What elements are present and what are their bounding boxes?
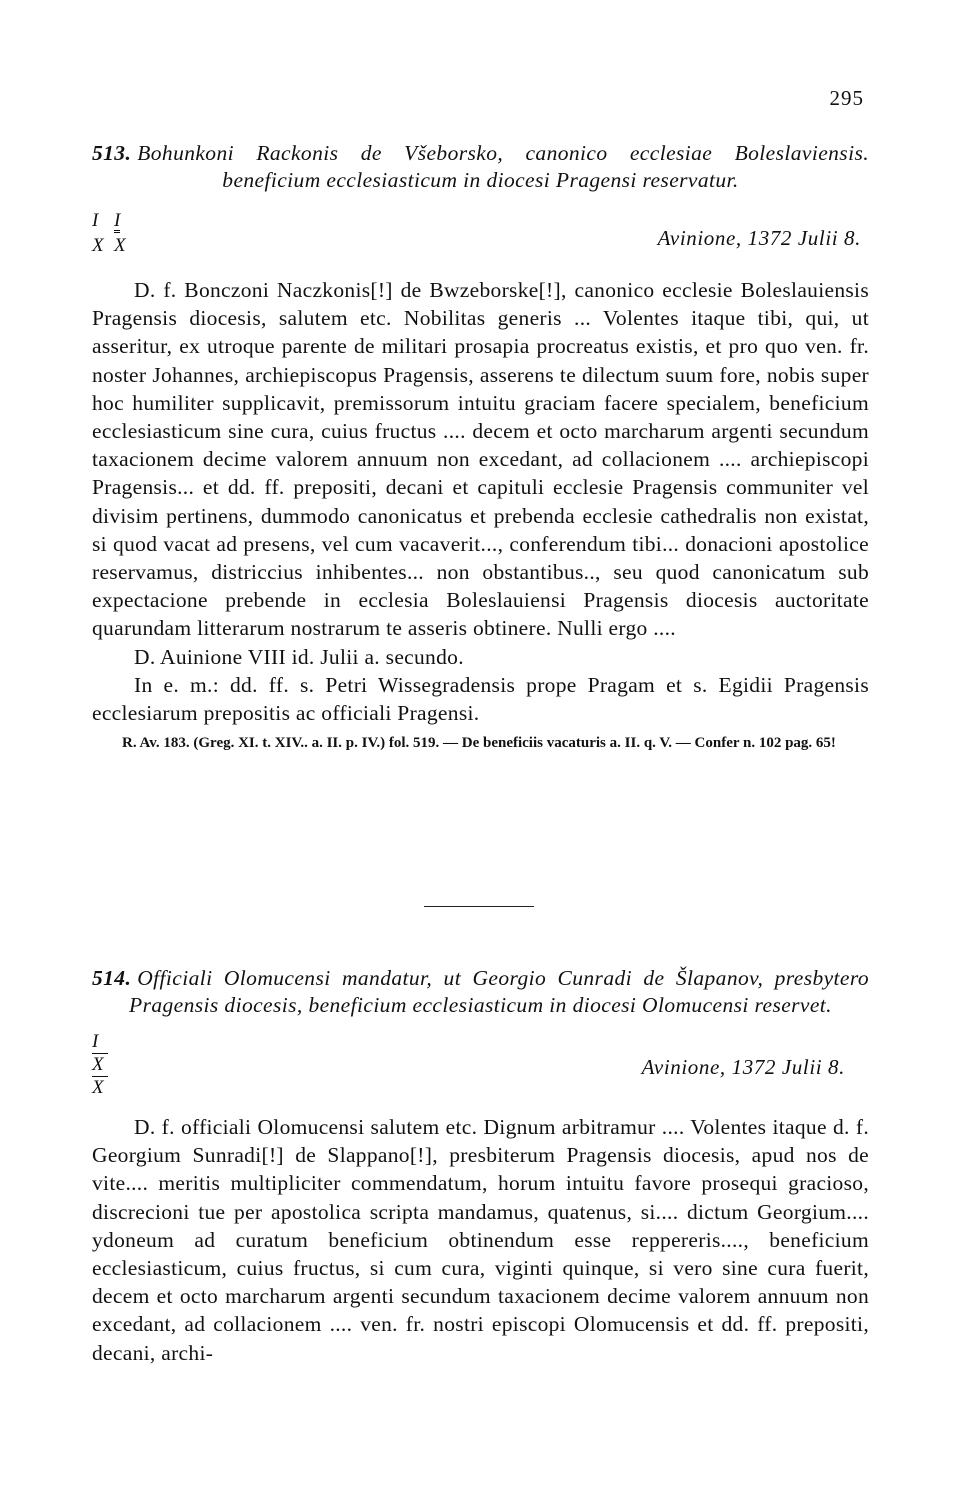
body-paragraph: D. Auinione VIII id. Julii a. secundo. xyxy=(134,644,464,669)
dateline: Avinione, 1372 Julii 8. xyxy=(641,1055,845,1079)
entry-513 xyxy=(92,140,869,753)
sigla-mark: I xyxy=(92,1031,108,1054)
sigla-mark: X xyxy=(114,235,126,256)
sigla-mark: X xyxy=(92,1077,104,1098)
sigla-mark: X xyxy=(92,235,104,256)
sigla-mark: I xyxy=(114,210,121,231)
sigla-row xyxy=(92,208,869,276)
entry-number: 513. xyxy=(92,141,132,165)
body-paragraph: In e. m.: dd. ff. s. Petri Wissegradensis prope Pragam et s. Egidii Pragensis ecclesiarum prepositis ac officiali Pragensi. xyxy=(92,672,869,726)
sigla xyxy=(92,212,126,255)
entry-body xyxy=(92,276,869,727)
entry-heading-text: Bohunkoni Rackonis de Všeborsko, canonico ecclesiae Boleslaviensis. beneficium ecclesiasticum in diocesi Pragensi reservatur. xyxy=(137,141,869,192)
entry-body xyxy=(92,1113,869,1367)
entry-heading xyxy=(92,965,869,1019)
dateline: Avinione, 1372 Julii 8. xyxy=(657,226,861,250)
sigla-mark: X xyxy=(92,1054,108,1077)
entry-heading-text: Officiali Olomucensi mandatur, ut Georgio Cunradi de Šlapanov, presbytero Pragensis diocesis, beneficium ecclesiasticum in diocesi Olomucensi reservet. xyxy=(129,966,869,1017)
body-paragraph: D. f. Bonczoni Naczkonis[!] de Bwzeborske[!], canonico ecclesie Boleslauiensis Pragensis diocesis, salutem etc. Nobilitas generis ... Volentes itaque tibi, qui, ut asseritur, ex utroque parente de militari prosapia procreatus existis, et pro quo ven. fr. noster Johannes, archiepiscopus Pragensis, asserens te dilectum suum fore, nobis super hoc humiliter supplicavit, premissorum intuitu graciam facere specialem, beneficium ecclesiasticum sine cura, cuius fructus .... decem et octo marcharum argenti secundum taxacionem decime valorem annuum non excedant, ad collacionem .... archiepiscopi Pragensis... et dd. ff. prepositi, decani et capituli ecclesie Pragensis communiter vel divisim pertinens, dummodo canonicatus et prebenda ecclesie cathedralis non existat, si quod vacat ad presens, vel cum vacaverit..., conferendum tibi... donacioni apostolice reservamus, districcius inhibentes... non obstantibus.., seu quod canonicatum sub expectacione prebende in ecclesia Boleslauiensi Pragensis diocesis auctoritate quarundam litterarum nostrarum te asseris obtinere. Nulli ergo .... xyxy=(92,278,869,641)
sigla xyxy=(92,1031,108,1099)
entry-heading xyxy=(92,140,869,194)
sigla-row xyxy=(92,1031,869,1113)
entry-514 xyxy=(92,965,869,1367)
sigla-mark: I xyxy=(92,210,99,231)
section-separator xyxy=(424,906,534,907)
footnote: R. Av. 183. (Greg. XI. t. XIV.. a. II. p. IV.) fol. 519. — De beneficiis vacaturis a. II. q. V. — Confer n. 102 pag. 65! xyxy=(122,735,836,752)
page-number: 295 xyxy=(829,86,864,110)
entry-number: 514. xyxy=(92,966,132,990)
body-paragraph: D. f. officiali Olomucensi salutem etc. Dignum arbitramur .... Volentes itaque d. f. Georgium Sunradi[!] de Slappano[!], presbiterum Pragensis diocesis, apud nos de vite.... meritis multipliciter commendatum, horum intuitu favore prosequi gracioso, discrecioni tue per apostolica scripta mandamus, quatenus, si.... dictum Georgium.... ydoneum ad curatum beneficium obtinendum esse reppereris...., beneficium ecclesiasticum, cuius fructus, si cum cura, viginti quinque, si vero sine cura fuerit, decem et octo marcharum argenti secundum taxacionem decime valorem annuum non excedant, ad collacionem .... ven. fr. nostri episcopi Olomucensis et dd. ff. prepositi, decani, archi- xyxy=(92,1115,869,1365)
